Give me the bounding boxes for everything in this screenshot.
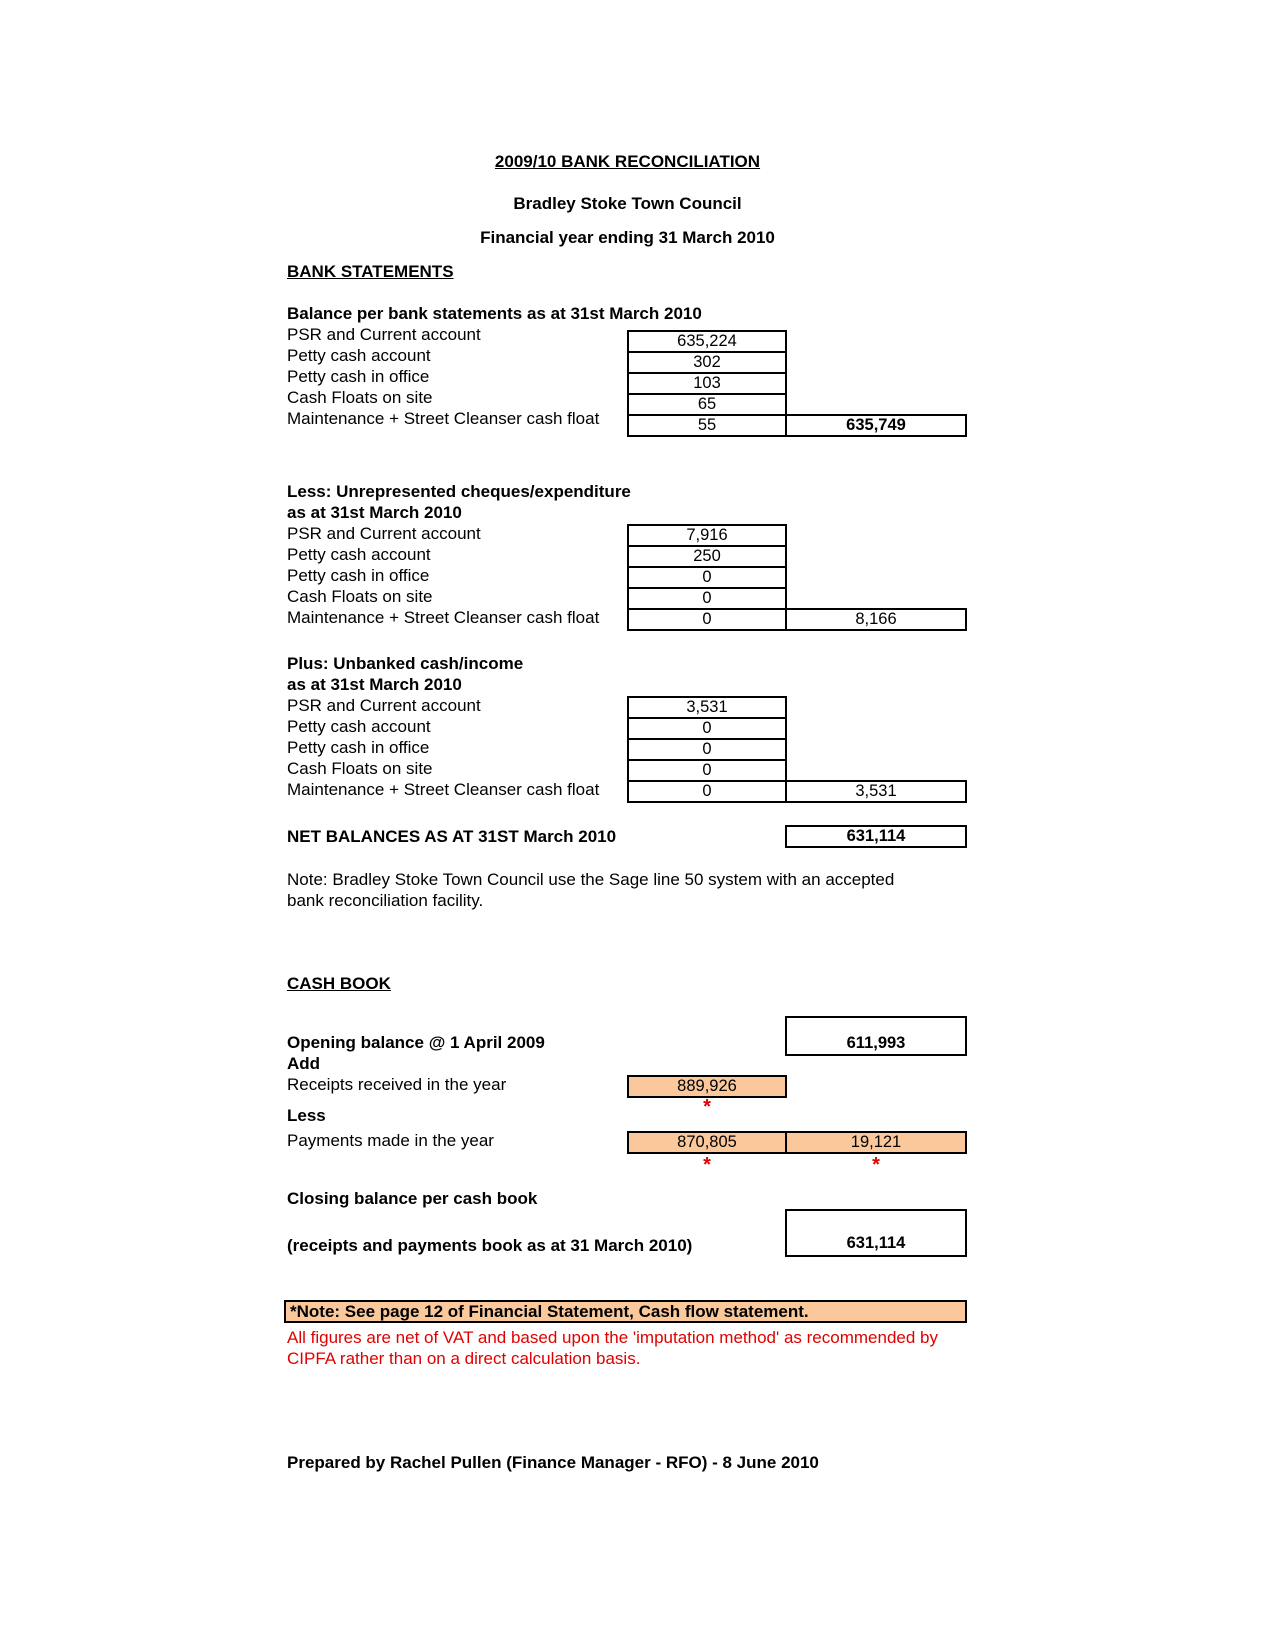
plus-row-label: Petty cash account bbox=[287, 717, 431, 736]
organisation-name: Bradley Stoke Town Council bbox=[513, 194, 742, 213]
net-balances-label: NET BALANCES AS AT 31ST March 2010 bbox=[287, 827, 617, 846]
cash-flow-note: *Note: See page 12 of Financial Statement, Cash flow statement. bbox=[284, 1300, 967, 1323]
closing-balance-sublabel: (receipts and payments book as at 31 March 2010) bbox=[287, 1236, 693, 1255]
less-label: Less bbox=[287, 1106, 326, 1125]
balance-row-label: Petty cash in office bbox=[287, 367, 430, 386]
cash-book-heading: CASH BOOK bbox=[287, 974, 391, 993]
balance-heading: Balance per bank statements as at 31st March 2010 bbox=[287, 304, 702, 323]
net-balances-value: 631,114 bbox=[785, 825, 967, 848]
opening-balance-label: Opening balance @ 1 April 2009 bbox=[287, 1033, 545, 1052]
receipts-value: 889,926 bbox=[627, 1075, 787, 1098]
less-cell: 0 bbox=[627, 587, 787, 610]
payments-label: Payments made in the year bbox=[287, 1131, 494, 1150]
prepared-by: Prepared by Rachel Pullen (Finance Manager - RFO) - 8 June 2010 bbox=[287, 1453, 819, 1472]
plus-heading: Plus: Unbanked cash/income bbox=[287, 654, 524, 673]
balance-cell: 65 bbox=[627, 393, 787, 416]
plus-row-label: Petty cash in office bbox=[287, 738, 430, 757]
plus-row-label: Maintenance + Street Cleanser cash float bbox=[287, 780, 600, 799]
plus-row-label: Cash Floats on site bbox=[287, 759, 433, 778]
plus-subheading: as at 31st March 2010 bbox=[287, 675, 462, 694]
plus-total: 3,531 bbox=[785, 780, 967, 803]
receipts-asterisk: * bbox=[703, 1096, 711, 1118]
less-cell: 250 bbox=[627, 545, 787, 568]
plus-cell: 3,531 bbox=[627, 696, 787, 719]
less-row-label: Maintenance + Street Cleanser cash float bbox=[287, 608, 600, 627]
less-total: 8,166 bbox=[785, 608, 967, 631]
less-row-label: Cash Floats on site bbox=[287, 587, 433, 606]
plus-cell: 0 bbox=[627, 780, 787, 803]
vat-note-line2: CIPFA rather than on a direct calculation basis. bbox=[287, 1349, 641, 1368]
balance-row-label: PSR and Current account bbox=[287, 325, 481, 344]
less-cell: 0 bbox=[627, 608, 787, 631]
less-subheading: as at 31st March 2010 bbox=[287, 503, 462, 522]
payments-value: 870,805 bbox=[627, 1131, 787, 1154]
less-row-label: Petty cash account bbox=[287, 545, 431, 564]
balance-cell: 635,224 bbox=[627, 330, 787, 353]
balance-row-label: Cash Floats on site bbox=[287, 388, 433, 407]
closing-balance-value: 631,114 bbox=[785, 1209, 967, 1257]
bank-statements-heading: BANK STATEMENTS bbox=[287, 262, 454, 281]
less-row-label: PSR and Current account bbox=[287, 524, 481, 543]
balance-row-label: Petty cash account bbox=[287, 346, 431, 365]
balance-cell: 55 bbox=[627, 414, 787, 437]
payments-net-asterisk: * bbox=[872, 1154, 880, 1176]
balance-cell: 103 bbox=[627, 372, 787, 395]
vat-note-line1: All figures are net of VAT and based upon the 'imputation method' as recommended by bbox=[287, 1328, 938, 1347]
less-cell: 7,916 bbox=[627, 524, 787, 547]
balance-total: 635,749 bbox=[785, 414, 967, 437]
less-heading: Less: Unrepresented cheques/expenditure bbox=[287, 482, 631, 501]
sage-note-line2: bank reconciliation facility. bbox=[287, 891, 484, 910]
plus-row-label: PSR and Current account bbox=[287, 696, 481, 715]
financial-period: Financial year ending 31 March 2010 bbox=[480, 228, 775, 247]
page-title: 2009/10 BANK RECONCILIATION bbox=[494, 152, 761, 171]
sage-note-line1: Note: Bradley Stoke Town Council use the Sage line 50 system with an accepted bbox=[287, 870, 895, 889]
plus-cell: 0 bbox=[627, 717, 787, 740]
less-cell: 0 bbox=[627, 566, 787, 589]
opening-balance-value: 611,993 bbox=[785, 1016, 967, 1056]
closing-balance-label: Closing balance per cash book bbox=[287, 1189, 538, 1208]
payments-asterisk: * bbox=[703, 1154, 711, 1176]
plus-cell: 0 bbox=[627, 759, 787, 782]
receipts-label: Receipts received in the year bbox=[287, 1075, 507, 1094]
add-label: Add bbox=[287, 1054, 321, 1073]
plus-cell: 0 bbox=[627, 738, 787, 761]
payments-net-value: 19,121 bbox=[785, 1131, 967, 1154]
balance-row-label: Maintenance + Street Cleanser cash float bbox=[287, 409, 600, 428]
less-row-label: Petty cash in office bbox=[287, 566, 430, 585]
balance-cell: 302 bbox=[627, 351, 787, 374]
